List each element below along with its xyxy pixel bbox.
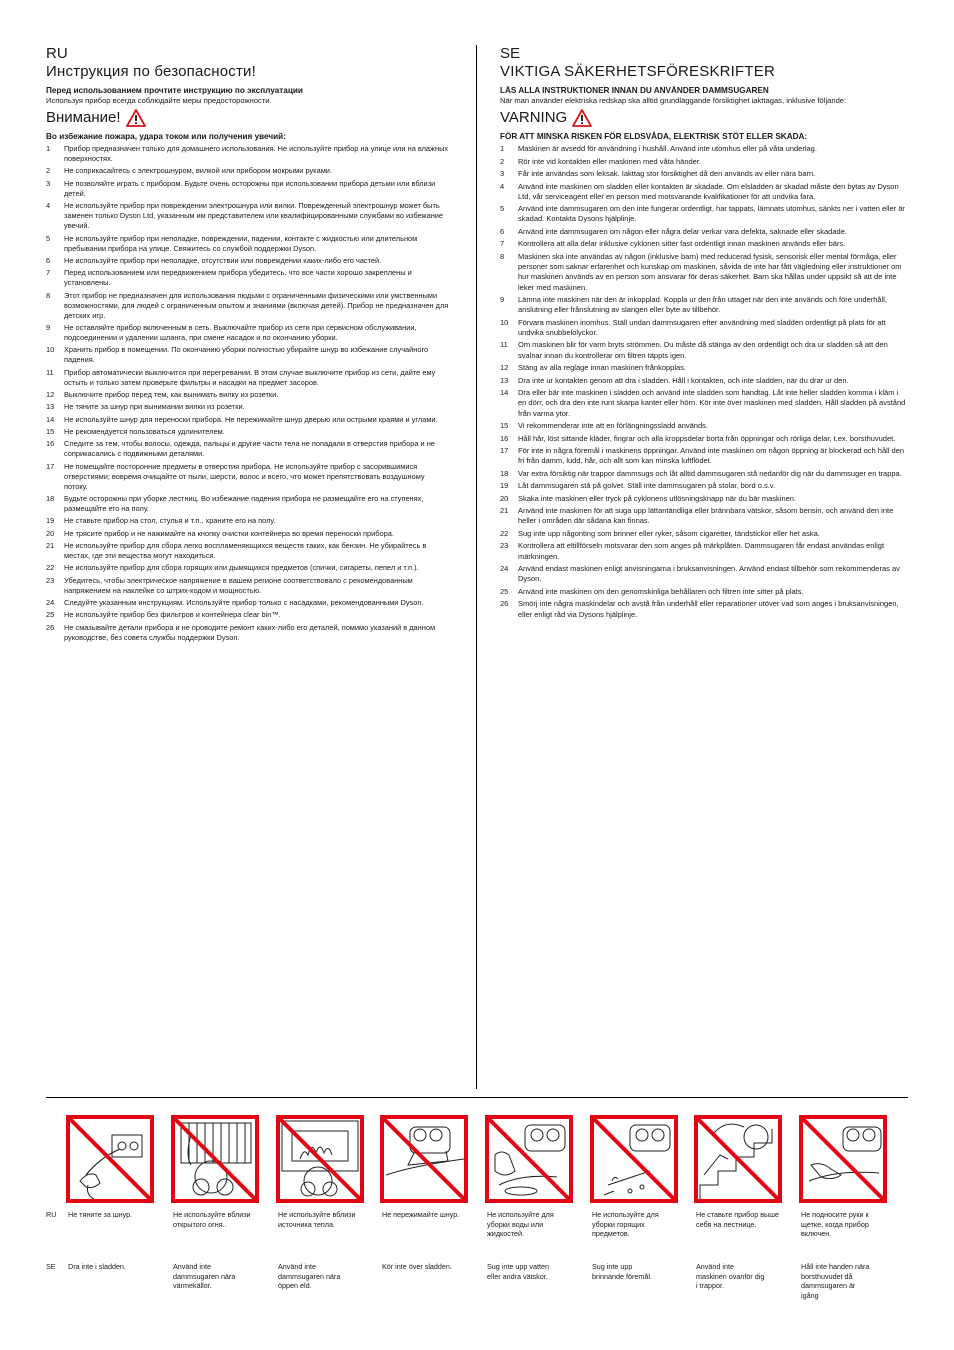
pictogram-caption: Не подносите руки к щетке, когда прибор включен. — [801, 1210, 869, 1238]
item-number: 11 — [46, 367, 54, 377]
safety-item — [46, 529, 450, 539]
safety-item — [46, 576, 450, 596]
safety-item — [500, 295, 908, 315]
safety-item — [500, 541, 908, 561]
pictogram-caption: Sug inte upp vatten eller andra vätskor. — [487, 1262, 549, 1281]
item-number: 15 — [500, 421, 509, 431]
item-number: 3 — [46, 178, 51, 188]
item-text: Не оставляйте прибор включенным в сеть. Выключайте прибор из сети при сервисном обслуживании, подсоединении и удалении шланга, при смене насадок и по окончанию уборки. — [64, 323, 417, 343]
warning-heading — [500, 108, 908, 128]
safety-item — [500, 481, 908, 491]
item-text: Förvara maskinen inomhus. Ställ undan dammsugaren efter användning med sladden ordentligt på plats för att undvika snubbelolyckor. — [518, 317, 886, 337]
warning-subtitle: Во избежание пожара, удара током или получения увечий: — [46, 132, 286, 141]
item-text: Använd inte maskinen för att suga upp lättantändliga eller brännbara vätskor, såsom bensin, och använd den inte heller i områden där sådana kan finnas. — [518, 506, 894, 526]
item-number: 18 — [500, 468, 509, 478]
fireplace-icon — [276, 1115, 364, 1203]
pictogram-caption: Sug inte upp brinnande föremål. — [592, 1262, 652, 1281]
item-number: 23 — [500, 541, 509, 551]
safety-item — [500, 376, 908, 386]
item-text: Не используйте прибор при неполадке, отсутствии или повреждении каких-либо его частей. — [64, 255, 382, 265]
safety-item — [500, 469, 908, 479]
item-text: Använd endast maskinen enligt anvisningarna i bruksanvisningen. Använd endast tillbehör som rekommenderas av Dyson. — [518, 564, 900, 584]
item-number: 25 — [500, 586, 509, 596]
item-text: Не используйте прибор без фильтров и контейнера clear bin™. — [64, 610, 281, 620]
safety-item — [46, 234, 450, 254]
item-text: Следуйте указанным инструкциям. Используйте прибор только с насадками, рекомендованными Dyson. — [64, 598, 424, 608]
safety-item — [500, 494, 908, 504]
item-text: Хранить прибор в помещении. По окончанию уборки полностью убирайте шнур во избежание случайного падения. — [64, 345, 429, 365]
safety-item — [500, 318, 908, 338]
safety-list — [46, 144, 450, 643]
safety-item — [46, 462, 450, 492]
item-number: 7 — [46, 268, 51, 278]
safety-item — [500, 388, 908, 419]
item-number: 5 — [500, 204, 505, 214]
safety-item — [500, 564, 908, 584]
item-text: Не ставьте прибор на стол, стулья и т.п., храните его на полу. — [64, 516, 276, 526]
item-number: 1 — [500, 144, 505, 153]
plug-cord-icon — [66, 1115, 154, 1203]
item-number: 2 — [46, 166, 51, 176]
item-text: Не трясите прибор и не нажимайте на кнопку очистки контейнера во время переноски прибора. — [64, 528, 394, 538]
item-number: 6 — [46, 255, 51, 265]
item-number: 24 — [500, 564, 509, 574]
item-text: Этот прибор не предназначен для использования людьми с ограниченными физическими или умственными возможностями, для людей с ограниченным опытом и знаниями (включая детей). Прибор не предназначен для детских игр. — [64, 290, 449, 320]
pictogram-caption: Använd inte dammsugaren nära värmekällor. — [173, 1262, 236, 1290]
safety-item — [46, 427, 450, 437]
item-number: 8 — [500, 251, 505, 261]
item-number: 10 — [46, 345, 55, 355]
item-number: 16 — [500, 433, 509, 443]
safety-item — [500, 434, 908, 444]
pictogram-caption: Не используйте для уборки горящих предметов. — [592, 1210, 659, 1238]
swedish-section — [500, 45, 908, 622]
item-text: Var extra försiktig när trappor dammsugs och låt alltid dammsugaren stå nedanför dig när du dammsuger en trappa. — [518, 468, 902, 478]
item-text: Sug inte upp någonting som brinner eller ryker, såsom cigaretter, tändstickor eller het aska. — [518, 528, 820, 538]
safety-item — [500, 252, 908, 293]
pictogram-row — [0, 1115, 954, 1205]
item-number: 13 — [500, 375, 509, 385]
safety-item — [46, 598, 450, 608]
item-number: 20 — [500, 493, 509, 503]
safety-item — [46, 623, 450, 643]
item-number: 8 — [46, 290, 51, 300]
pictogram-caption: Använd inte dammsugaren nära öppen eld. — [278, 1262, 341, 1290]
item-text: Använd inte maskinen om sladden eller kontakten är skadade. Om elsladden är skadad måste den bytas av Dyson Ltd, vår serviceagent eller en person med motsvarande kvalifikationer för att undvika fara. — [518, 181, 899, 201]
item-text: Прибор предназначен только для домашнего использования. Не используйте прибор на улице или на влажных поверхностях. — [64, 144, 449, 164]
item-text: Не тяните за шнур при вынимании вилки из розетки. — [64, 402, 245, 412]
item-text: Не используйте шнур для переноски прибора. Не пережимайте шнур дверью или острыми краями и углами. — [64, 414, 438, 424]
item-text: Будьте осторожны при уборке лестниц. Во избежание падения прибора не размещайте его на ступенях, размещайте его на полу. — [64, 494, 424, 514]
safety-item — [500, 587, 908, 597]
safety-item — [46, 368, 450, 388]
warning-heading — [46, 108, 450, 128]
safety-item — [46, 563, 450, 573]
item-text: Dra eller bär inte maskinen i sladden och använd inte sladden som handtag. Låt inte heller sladden komma i kläm i en dörr, och dra den inte runt skarpa kanter eller hörn. Kör inte över maskinen med sladden. Håll sladden på avstånd från varma ytor. — [518, 388, 906, 418]
item-text: Låt dammsugaren stå på golvet. Ställ inte dammsugaren på stolar, bord o.s.v. — [518, 481, 776, 491]
russian-section — [46, 45, 450, 645]
item-number: 18 — [46, 494, 55, 504]
item-number: 4 — [46, 201, 51, 211]
item-text: Перед использованием или передвижением прибора убедитесь, что все части хорошо закреплены и установлены. — [64, 268, 412, 288]
item-text: Använd inte dammsugaren om någon eller några delar verkar vara defekta, saknade eller skadade. — [518, 226, 847, 236]
pictogram-caption: Не пережимайте шнур. — [382, 1210, 460, 1219]
item-text: Dra inte ur kontakten genom att dra i sladden. Håll i kontakten, och inte sladden, när du drar ur den. — [518, 375, 849, 385]
safety-item — [500, 506, 908, 526]
warning-title: VARNING — [500, 109, 568, 126]
radiator-icon — [171, 1115, 259, 1203]
item-number: 4 — [500, 181, 505, 191]
safety-item — [46, 268, 450, 288]
item-text: Använd inte maskinen om den genomskinliga behållaren och filtren inte sitter på plats. — [518, 586, 804, 596]
item-text: Om maskinen blir för varm bryts strömmen. Du måste då stänga av den ordentligt och dra ur sladden så att den svalnar innan du kontrollerar om filtren täppts igen. — [518, 340, 888, 360]
warning-subtitle: FÖR ATT MINSKA RISKEN FÖR ELDSVÅDA, ELEKTRISK STÖT ELLER SKADA: — [500, 132, 808, 141]
warning-triangle-icon — [126, 109, 146, 127]
item-text: För inte in några föremål i maskinens öppningar. Använd inte maskinen om någon öppning är blockerad och håll den fri från damm, ludd, hår, och allt som kan minska luftflödet. — [518, 446, 905, 466]
item-text: Kontrollera att alla delar inklusive cyklonen sitter fast ordentligt innan maskinen används eller bärs. — [518, 239, 846, 249]
item-number: 6 — [500, 226, 505, 236]
safety-item — [500, 227, 908, 237]
item-number: 22 — [500, 528, 509, 538]
column-divider — [476, 45, 477, 1089]
safety-item — [46, 610, 450, 620]
item-number: 1 — [46, 144, 51, 153]
pictogram-caption: Dra inte i sladden. — [68, 1262, 126, 1271]
safety-item — [46, 402, 450, 412]
safety-item — [500, 169, 908, 179]
item-number: 9 — [500, 295, 505, 305]
item-text: Smörj inte några maskindelar och avstå från underhåll eller reparationer utöver vad som anges i bruksanvisningen, eller enligt råd via Dysons hjälplinje. — [518, 599, 899, 619]
safety-item — [46, 201, 450, 231]
item-number: 19 — [500, 481, 509, 491]
safety-item — [500, 446, 908, 466]
section-subtitle: Перед использованием прочтите инструкцию по эксплуатации — [46, 86, 303, 95]
item-number: 26 — [46, 622, 55, 632]
item-text: Не помещайте посторонние предметы в отверстия прибора. Не используйте прибор с засорившимися отверстиями; вовремя очищайте от пыли, шерсти, волос и всего, что может препятствовать воздушному потоку. — [64, 461, 425, 491]
safety-item — [46, 256, 450, 266]
item-text: Lämna inte maskinen när den är inkopplad. Koppla ur den från uttaget när den inte används och före underhåll, anslutning eller frånslutning av slangen eller byte av tillbehör. — [518, 295, 887, 315]
safety-item — [46, 494, 450, 514]
safety-item — [500, 182, 908, 202]
item-number: 25 — [46, 610, 55, 620]
item-number: 20 — [46, 528, 55, 538]
pictogram-caption: Не используйте вблизи открытого огня.. — [173, 1210, 251, 1229]
safety-list — [500, 144, 908, 620]
item-text: Не используйте прибор при повреждении электрошнура или вилки. Поврежденный электрошнур может быть заменен только Dyson Ltd, указанным им представителем или квалифицированными службами во избежание увечий. — [64, 201, 444, 231]
safety-item — [500, 529, 908, 539]
item-number: 11 — [500, 340, 508, 350]
safety-item — [46, 516, 450, 526]
item-number: 22 — [46, 563, 55, 573]
item-number: 12 — [500, 363, 509, 373]
item-number: 21 — [46, 541, 55, 551]
safety-item — [500, 239, 908, 249]
pictogram-caption: Не ставьте прибор выше себя на лестнице. — [696, 1210, 779, 1229]
safety-item — [46, 166, 450, 176]
warning-triangle-icon — [572, 109, 592, 127]
item-number: 12 — [46, 390, 55, 400]
item-number: 17 — [46, 461, 55, 471]
item-number: 9 — [46, 323, 51, 332]
warning-title: Внимание! — [46, 109, 121, 126]
item-number: 24 — [46, 598, 55, 608]
safety-item — [46, 390, 450, 400]
safety-item — [500, 204, 908, 224]
caption-language-code: RU — [46, 1210, 57, 1219]
item-text: Не используйте прибор для сбора горящих или дымящихся предметов (спички, сигареты, пепел и т.п.). — [64, 563, 419, 573]
safety-item — [46, 291, 450, 321]
item-text: Не соприкасайтесь с электрошнуром, вилкой или прибором мокрыми руками. — [64, 166, 332, 176]
burning-debris-icon — [590, 1115, 678, 1203]
safety-item — [46, 144, 450, 164]
item-text: Не используйте прибор для сбора легко воспламеняющихся веществ таких, как бензин. Не убирайтесь в местах, где эти вещества могут находиться. — [64, 541, 427, 561]
item-text: Rör inte vid kontakten eller maskinen med våta händer. — [518, 156, 702, 166]
language-code: RU — [46, 45, 68, 62]
item-text: Не позволяйте играть с прибором. Будьте очень осторожны при использовании прибора детьми или вблизи детей. — [64, 178, 436, 198]
section-title: Инструкция по безопасности! — [46, 63, 256, 80]
item-text: Håll hår, löst sittande kläder, fingrar och alla kroppsdelar borta från öppningar och rörliga delar, t.ex. borsthuvudet. — [518, 433, 896, 443]
item-text: Stäng av alla reglage innan maskinen frånkopplas. — [518, 363, 687, 373]
safety-item — [500, 599, 908, 619]
language-code: SE — [500, 45, 521, 62]
item-text: Не рекомендуется пользоваться удлинителем. — [64, 426, 225, 436]
stairs-icon — [694, 1115, 782, 1203]
item-text: Skaka inte maskinen eller tryck på cyklonens utlösningsknapp när du bär maskinen. — [518, 493, 797, 503]
pictogram-caption: Kör inte över sladden. — [382, 1262, 452, 1271]
item-text: Не смазывайте детали прибора и не проводите ремонт каких-либо его деталей, помимо указаний в данном руководстве, без совета службы поддержки Dyson. — [64, 622, 436, 642]
safety-item — [46, 345, 450, 365]
cord-crush-icon — [380, 1115, 468, 1203]
safety-item — [500, 363, 908, 373]
section-intro: När man använder elektriska redskap ska alltid grundläggande försiktighet iakttagas, inklusive följande: — [500, 96, 847, 105]
section-title: VIKTIGA SÄKERHETSFÖRESKRIFTER — [500, 63, 776, 80]
item-text: Убедитесь, чтобы электрическое напряжение в вашем регионе соответствовало с рекомендованным напряжением на наклейке со штрих-кодом и мощностью. — [64, 575, 413, 595]
safety-item — [500, 157, 908, 167]
item-number: 21 — [500, 506, 509, 516]
section-intro: Используя прибор всегда соблюдайте меры предосторожности. — [46, 96, 272, 105]
item-number: 19 — [46, 516, 55, 526]
item-text: Не используйте прибор при неполадке, повреждении, падении, контакте с жидкостью или длительном пребывании прибора на улице. Свяжитесь со службой поддержки Dyson. — [64, 233, 418, 253]
item-text: Vi rekommenderar inte att en förlängningssladd används. — [518, 421, 708, 431]
safety-item — [46, 323, 450, 343]
caption-language-code: SE — [46, 1262, 56, 1271]
item-text: Kontrollera att eltillförseln motsvarar den som anges på märkplåten. Dammsugaren får endast användas enligt märkningen. — [518, 541, 885, 561]
safety-item — [500, 144, 908, 154]
safety-item — [500, 421, 908, 431]
pictogram-divider — [46, 1097, 908, 1098]
pictogram-caption: Håll inte handen nära borsthuvudet då dammsugaren är igång — [801, 1262, 870, 1300]
item-number: 2 — [500, 156, 505, 166]
item-number: 26 — [500, 599, 509, 609]
item-number: 3 — [500, 169, 505, 178]
item-number: 7 — [500, 239, 505, 249]
item-text: Maskinen är avsedd för användning i hushåll. Använd inte utomhus eller på våta underlag. — [518, 144, 817, 153]
safety-item — [46, 179, 450, 199]
item-number: 23 — [46, 575, 55, 585]
section-subtitle: LÄS ALLA INSTRUKTIONER INNAN DU ANVÄNDER DAMMSUGAREN — [500, 86, 769, 95]
safety-item — [500, 340, 908, 360]
item-text: Следите за тем, чтобы волосы, одежда, пальцы и другие части тела не попадали в отверстия прибора и не соприкасались с подвижными деталями. — [64, 439, 435, 459]
pictogram-caption: Не тяните за шнур. — [68, 1210, 133, 1219]
safety-item — [46, 415, 450, 425]
item-text: Выключите прибор перед тем, как вынимать вилку из розетки. — [64, 390, 279, 400]
pictogram-caption: Använd inte maskinen ovanför dig i trappor. — [696, 1262, 765, 1290]
item-number: 15 — [46, 426, 55, 436]
item-text: Прибор автоматически выключится при перегревании. В этом случае выключите прибор из сети, дайте ему остыть и только затем проверьте фильтры и насадки на предмет засоров. — [64, 367, 436, 387]
item-number: 14 — [46, 414, 55, 424]
safety-item — [46, 439, 450, 459]
item-number: 5 — [46, 233, 51, 243]
item-number: 10 — [500, 317, 509, 327]
item-text: Får inte användas som leksak. Iakttag stor försiktighet då den används av eller nära barn. — [518, 169, 816, 178]
safety-item — [46, 541, 450, 561]
item-number: 13 — [46, 402, 55, 412]
item-text: Använd inte dammsugaren om den inte fungerar ordentligt, har tappats, lämnats utomhus, sänkts ner i vatten eller är skadad. Kontakta Dysons hjälplinje. — [518, 204, 905, 224]
pictogram-caption: Не используйте вблизи источника тепла. — [278, 1210, 356, 1229]
liquid-spill-icon — [485, 1115, 573, 1203]
item-number: 17 — [500, 446, 509, 456]
item-number: 16 — [46, 439, 55, 449]
pictogram-caption: Не используйте для уборки воды или жидкостей. — [487, 1210, 554, 1238]
brush-bar-hand-icon — [799, 1115, 887, 1203]
item-text: Maskinen ska inte användas av någon (inklusive barn) med reducerad fysisk, sensorisk eller mental förmåga, eller personer som saknar erfarenhet och kunskap om maskinen, såvida de inte har fått vägledning eller instruktioner om hur maskinen används av en person som ansvarar för deras säkerhet. Barn ska hållas under uppsikt så att de inte leker med maskinen. — [518, 251, 902, 292]
item-number: 14 — [500, 388, 509, 398]
